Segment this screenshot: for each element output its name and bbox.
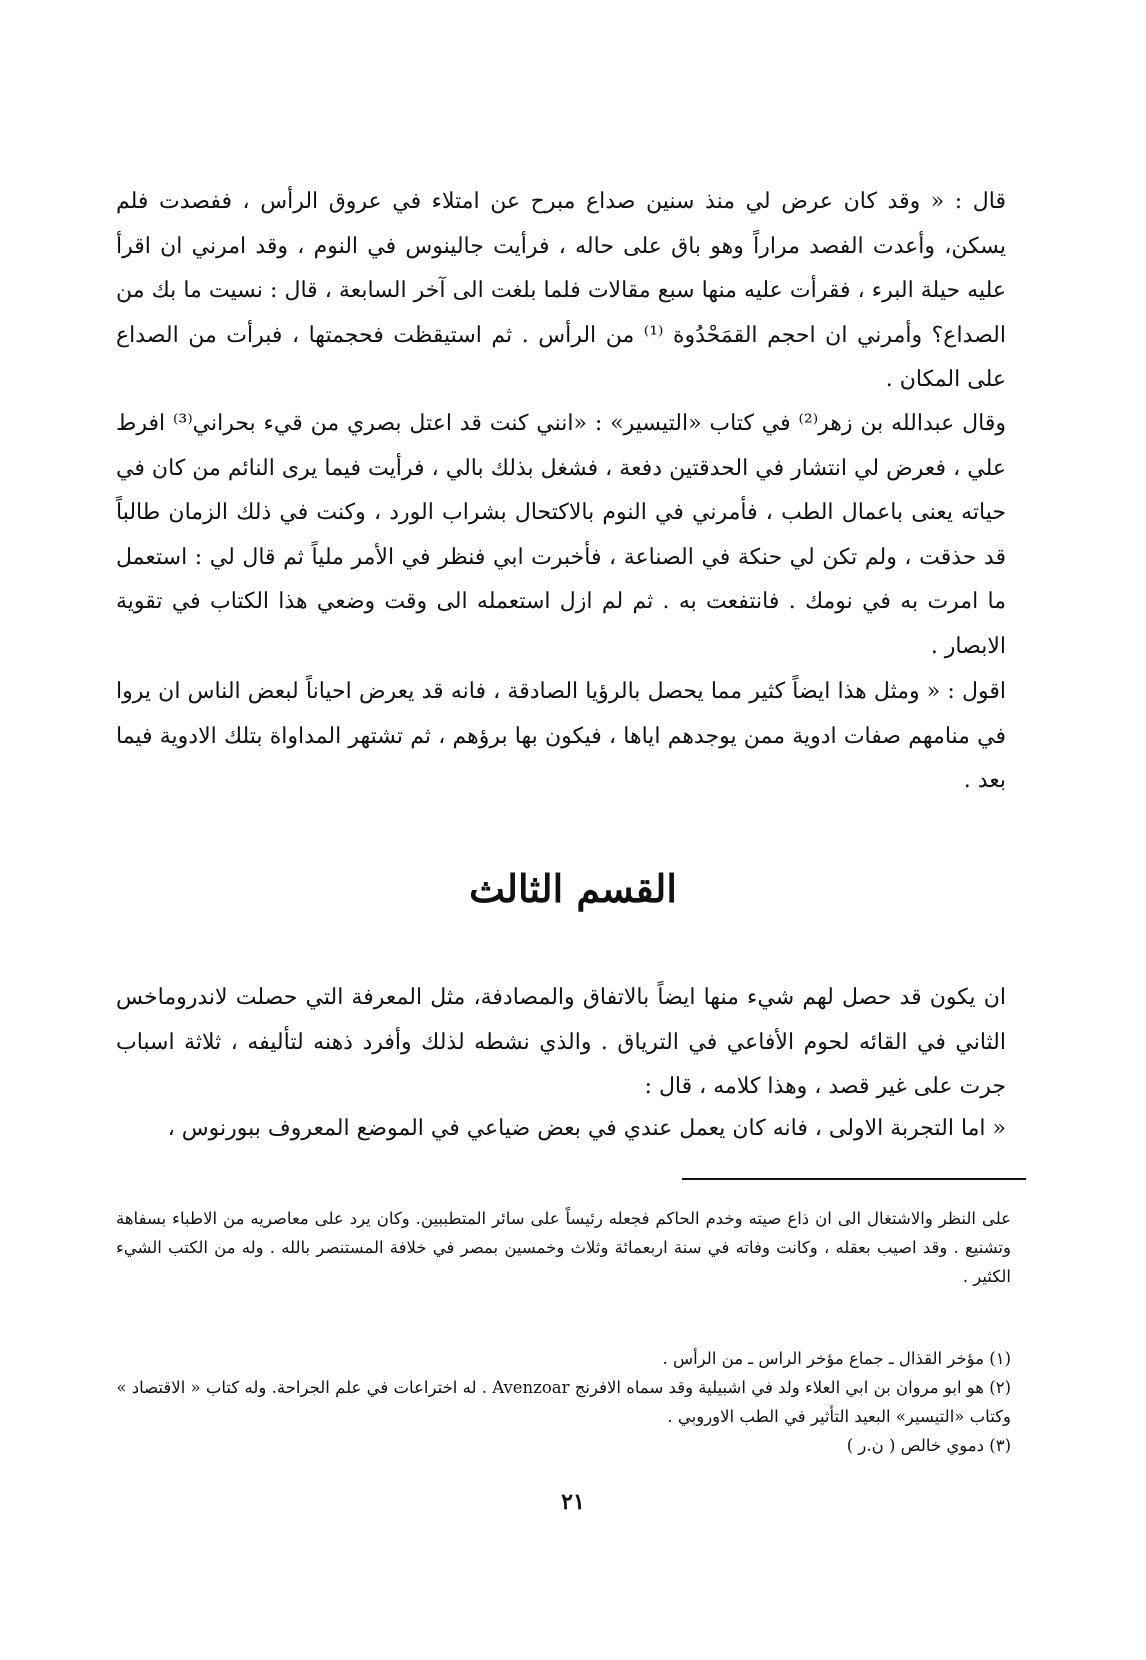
section-heading: القسم الثالث (469, 866, 677, 911)
body-paragraph-4: ان يكون قد حصل لهم شيء منها ايضاً بالاتفاق والمصادفة، مثل المعرفة التي حصلت لاندروماخس الثاني في القائه لحوم الأفاعي في الترياق . والذي نشطه لذلك وأفرد ذهنه لتأليفه ، ثلاثة اسباب جرت على غير قصد ، وهذا كلامه ، قال : (116, 985, 1006, 1099)
page-number: ٢١ (561, 1489, 585, 1515)
body-paragraph-3: اقول : « ومثل هذا ايضاً كثير مما يحصل بالرؤيا الصادقة ، فانه قد يعرض احياناً لبعض الناس ان يروا في منامهم صفات ادوية ممن يوجدهم اياها ، فيكون بها برؤهم ، ثم تشتهر المداواة بتلك الادوية فيما بعد . (116, 679, 1006, 793)
footnote-continuation: على النظر والاشتغال الى ان ذاع صيته وخدم الحاكم فجعله رئيساً على سائر المتطببين. وكان يرد على معاصريه من الاطباء بسفاهة وتشنيع . وقد اصيب بعقله ، وكانت وفاته في سنة اربعمائة وثلاث وخمسين بمصر في خلافة المستنصر بالله . وله من الكتب الشيء الكثير . (116, 1209, 1011, 1286)
footnote-1: (١) مؤخر القذال ـ جماع مؤخر الراس ـ من الرأس . (662, 1349, 1011, 1368)
body-paragraph-2: وقال عبدالله بن زهر⁽²⁾ في كتاب «التيسير» : «انني كنت قد اعتل بصري من قيء بحراني⁽³⁾ افرط علي ، فعرض لي انتشار في الحدقتين دفعة ، فشغل بذلك بالي ، فرأيت فيما يرى النائم من كان في حياته يعنى باعمال الطب ، فأمرني في النوم بالاكتحال بشراب الورد ، وكنت في ذلك الزمان طالباً قد حذقت ، ولم تكن لي حنكة في الصناعة ، فأخبرت ابي فنظر في الأمر ملياً ثم قال لي : استعمل ما امرت به في نومك . فانتفعت به . ثم لم ازل استعمله الى وقت وضعي هذا الكتاب في تقوية الابصار . (116, 411, 1006, 659)
footnote-2: (٢) هو ابو مروان بن ابي العلاء ولد في اشبيلية وقد سماه الافرنج Avenzoar . له اختراعات في علم الجراحة. وله كتاب « الاقتصاد » وكتاب «التيسير» البعيد التأثير في الطب الاوروبي . (116, 1378, 1011, 1426)
footnote-3: (٣) دموي خالص ( ن.ر ) (846, 1436, 1011, 1455)
body-paragraph-5: « اما التجربة الاولى ، فانه كان يعمل عندي في بعض ضياعي في الموضع المعروف ببورنوس ، (167, 1116, 1006, 1141)
footnote-list (116, 1344, 1011, 1460)
footnote-divider (682, 1178, 1026, 1180)
body-paragraph-1: قال : « وقد كان عرض لي منذ سنين صداع مبرح عن امتلاء في عروق الرأس ، ففصدت فلم يسكن، وأعدت الفصد مراراً وهو باق على حاله ، فرأيت جالينوس في النوم ، وقد امرني ان اقرأ عليه حيلة البرء ، فقرأت عليه منها سبع مقالات فلما بلغت الى آخر السابعة ، قال : نسيت ما بك من الصداع؟ وأمرني ان احجم القمَحْدُوة ⁽¹⁾ من الرأس . ثم استيقظت فحجمتها ، فبرأت من الصداع على المكان . (116, 189, 1006, 392)
